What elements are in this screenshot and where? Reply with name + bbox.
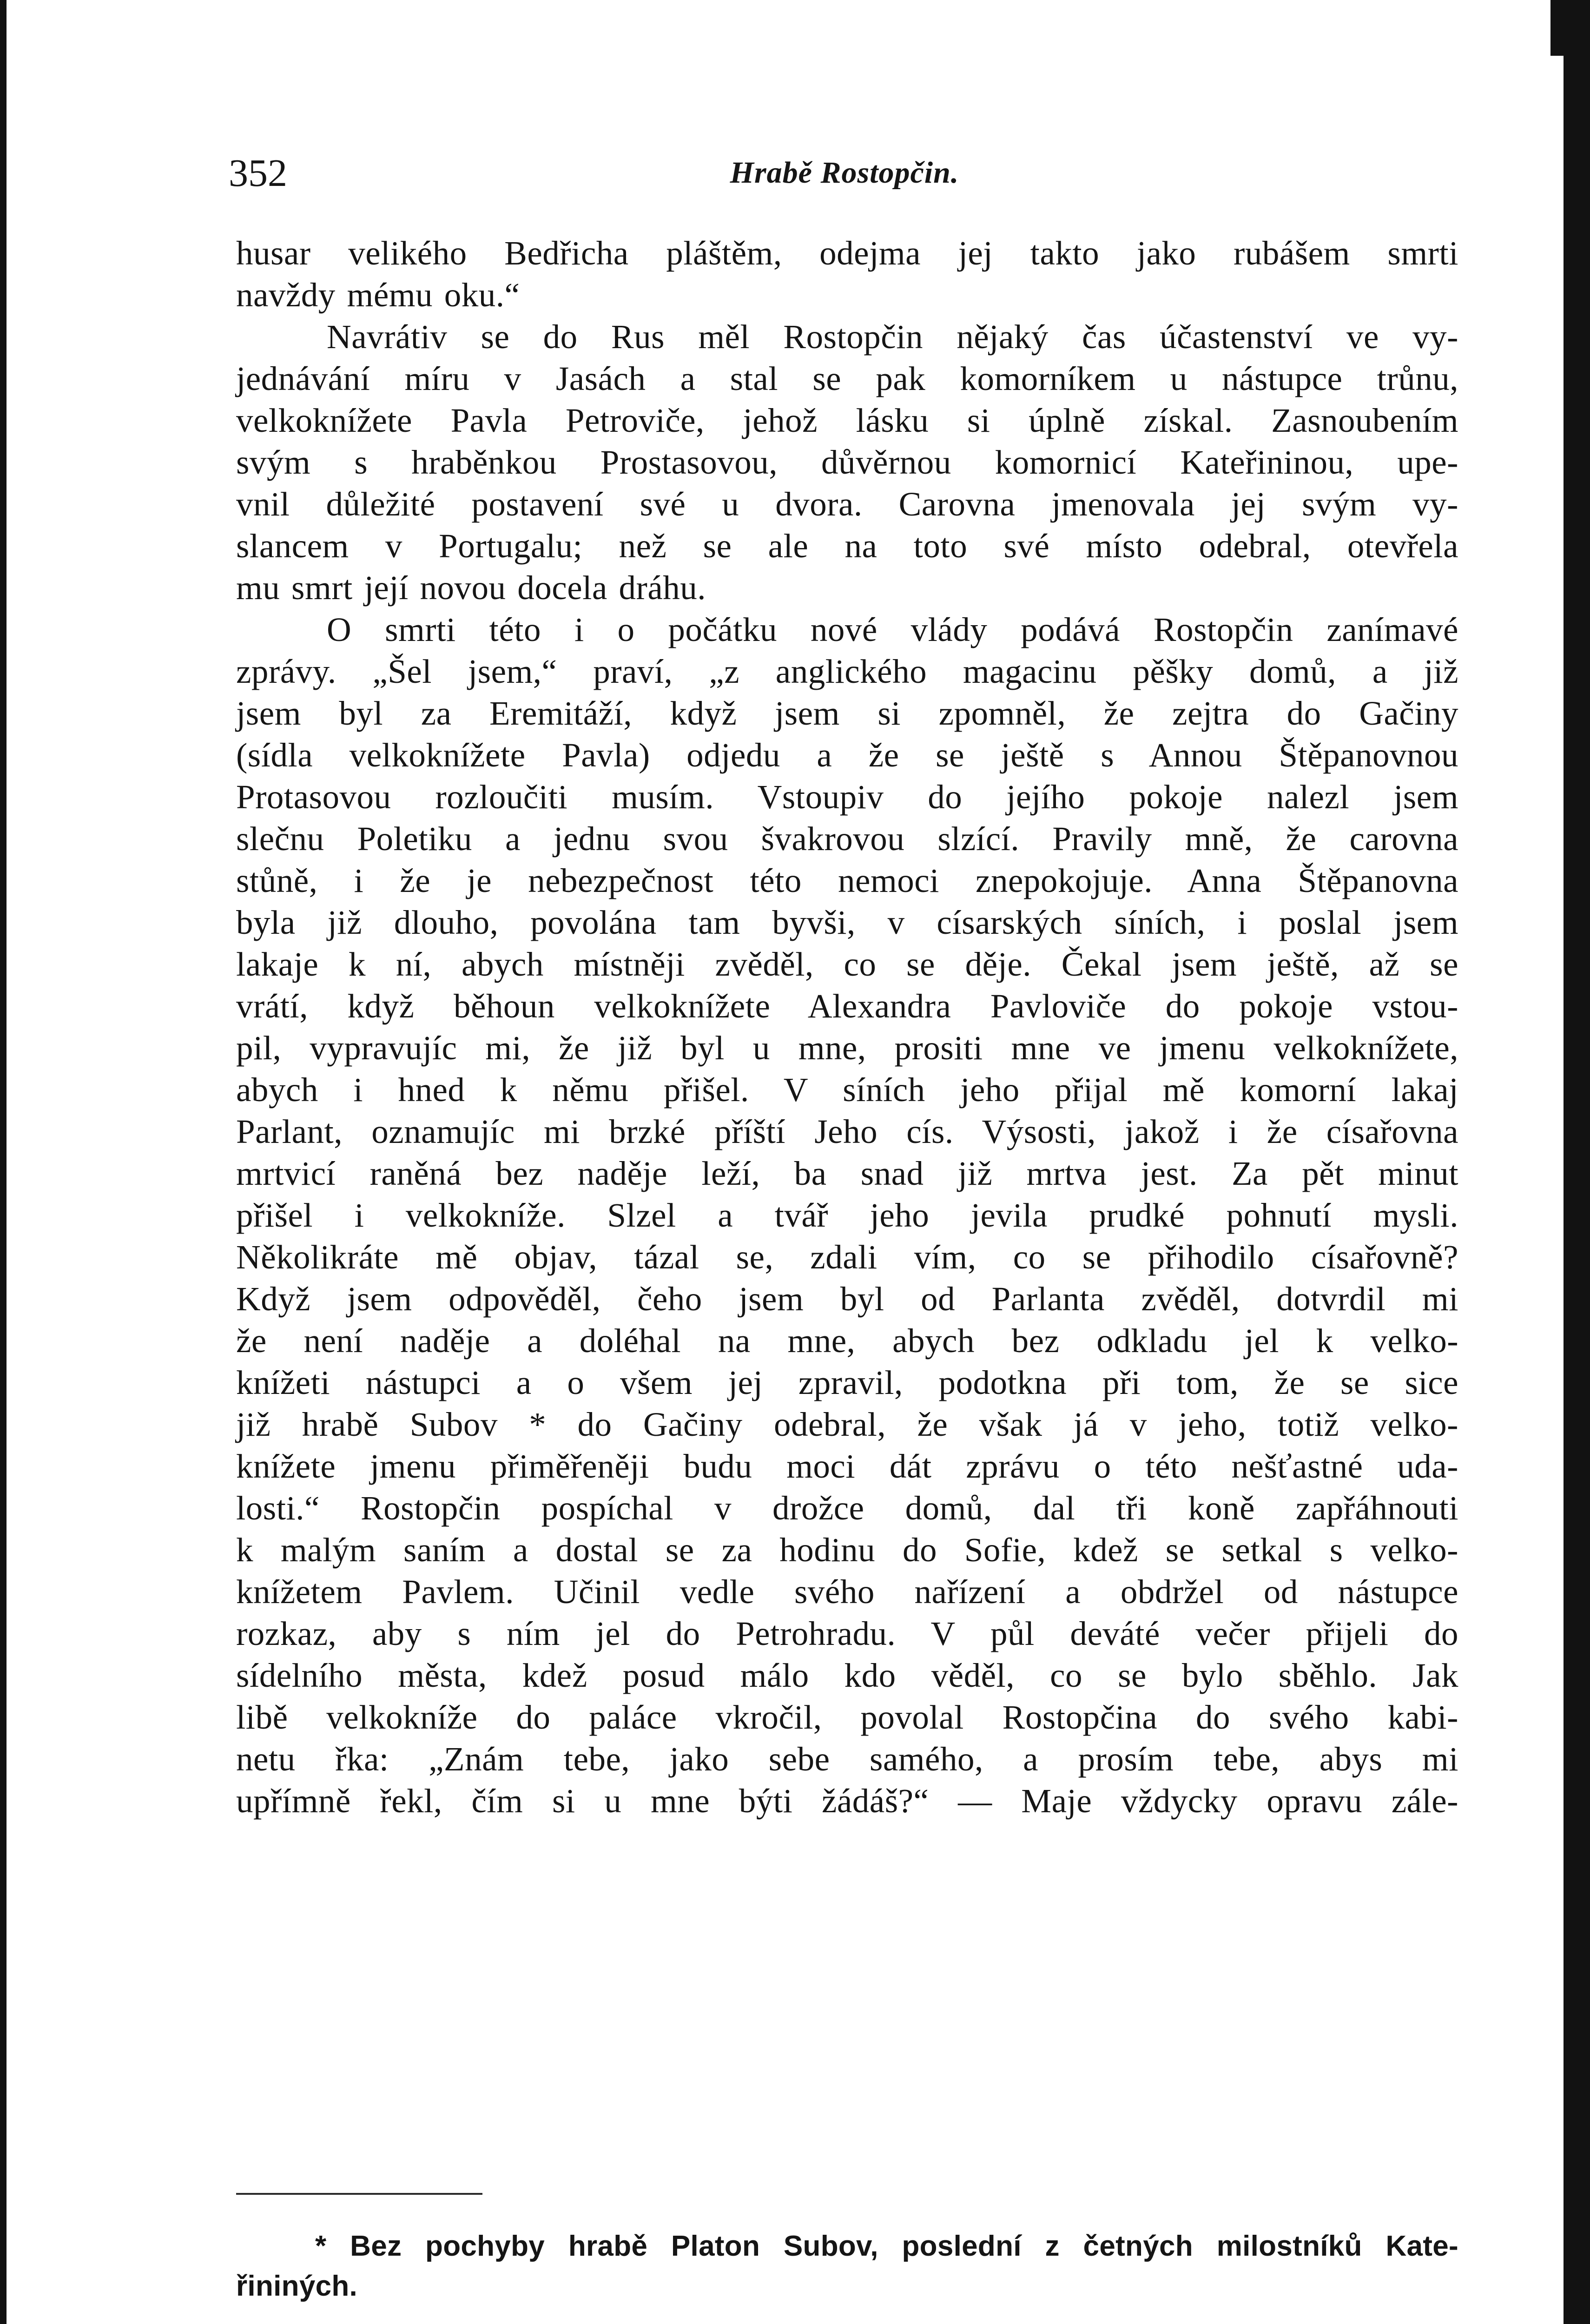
text-line: Několikráte mě objav, tázal se, zdali vím, co se přihodilo císařovně?: [236, 1238, 1458, 1276]
page-header: [229, 148, 1460, 208]
text-line: navždy mému oku.“: [236, 276, 520, 314]
text-line: slečnu Poletiku a jednu svou švakrovou slzící. Pravily mně, že carovna: [236, 820, 1458, 858]
text-line: libě velkokníže do paláce vkročil, povolal Rostopčina do svého kabi-: [236, 1698, 1458, 1736]
text-line: mrtvicí raněná bez naděje leží, ba snad již mrtva jest. Za pět minut: [236, 1155, 1458, 1192]
page-number: 352: [229, 152, 287, 195]
footnote-divider: [236, 2193, 482, 2195]
text-line: knížete jmenu přiměřeněji budu moci dát zprávu o této nešťastné uda-: [236, 1447, 1458, 1485]
footnote-line: * Bez pochyby hrabě Platon Subov, poslední z četných milostníků Kate-: [315, 2230, 1458, 2262]
text-line: abych i hned k němu přišel. V síních jeho přijal mě komorní lakaj: [236, 1071, 1458, 1109]
scan-left-border: [0, 0, 7, 2324]
text-line: Protasovou rozloučiti musím. Vstoupiv do jejího pokoje nalezl jsem: [236, 778, 1458, 816]
text-line: mu smrt její novou docela dráhu.: [236, 569, 706, 607]
text-line: sídelního města, kdež posud málo kdo věděl, co se bylo sběhlo. Jak: [236, 1657, 1458, 1694]
text-line: že není naděje a doléhal na mne, abych bez odkladu jel k velko-: [236, 1322, 1458, 1360]
text-line: přišel i velkokníže. Slzel a tvář jeho jevila prudké pohnutí mysli.: [236, 1196, 1458, 1234]
text-line: byla již dlouho, povolána tam byvši, v císarských síních, i poslal jsem: [236, 904, 1458, 941]
text-line: vnil důležité postavení své u dvora. Carovna jmenovala jej svým vy-: [236, 485, 1458, 523]
text-line: upřímně řekl, čím si u mne býti žádáš?“ — Maje vždycky opravu zále-: [236, 1782, 1458, 1820]
text-line: stůně, i že je nebezpečnost této nemoci znepokojuje. Anna Štěpanovna: [236, 862, 1458, 899]
text-line: (sídla velkoknížete Pavla) odjedu a že se ještě s Annou Štěpanovnou: [236, 736, 1458, 774]
text-line: zprávy. „Šel jsem,“ praví, „z anglického magacinu pěšky domů, a již: [236, 653, 1458, 690]
scan-right-border-notch: [1550, 0, 1564, 56]
text-line: jsem byl za Eremitáží, když jsem si zpomněl, že zejtra do Gačiny: [236, 694, 1458, 732]
footnote: [236, 2226, 1458, 2306]
footnote-line: řininých.: [236, 2270, 358, 2302]
text-line: netu řka: „Znám tebe, jako sebe samého, a prosím tebe, abys mi: [236, 1740, 1458, 1778]
text-line: lakaje k ní, abych místněji zvěděl, co se děje. Čekal jsem ještě, až se: [236, 945, 1458, 983]
text-line: Navrátiv se do Rus měl Rostopčin nějaký čas účastenství ve vy-: [327, 318, 1458, 356]
text-line: knížetem Pavlem. Učinil vedle svého nařízení a obdržel od nástupce: [236, 1573, 1458, 1611]
text-line: vrátí, když běhoun velkoknížete Alexandra Pavloviče do pokoje vstou-: [236, 987, 1458, 1025]
text-line: svým s hraběnkou Prostasovou, důvěrnou komornicí Kateřininou, upe-: [236, 443, 1458, 481]
running-title: Hrabě Rostopčin.: [730, 156, 959, 190]
text-line: husar velikého Bedřicha pláštěm, odejma jej takto jako rubášem smrti: [236, 234, 1458, 272]
text-line: velkoknížete Pavla Petroviče, jehož lásku si úplně získal. Zasnoubením: [236, 402, 1458, 439]
text-line: slancem v Portugalu; než se ale na toto své místo odebral, otevřela: [236, 527, 1458, 565]
text-line: Parlant, oznamujíc mi brzké příští Jeho cís. Výsosti, jakož i že císařovna: [236, 1113, 1458, 1150]
scan-right-border: [1564, 0, 1590, 2324]
text-line: knížeti nástupci a o všem jej zpravil, podotkna při tom, že se sice: [236, 1364, 1458, 1401]
text-line: losti.“ Rostopčin pospíchal v drožce domů, dal tři koně zapřáhnouti: [236, 1489, 1458, 1527]
body-text: [236, 232, 1458, 1822]
text-line: pil, vypravujíc mi, že již byl u mne, prositi mne ve jmenu velkoknížete,: [236, 1029, 1458, 1067]
text-line: k malým saním a dostal se za hodinu do Sofie, kdež se setkal s velko-: [236, 1531, 1458, 1569]
text-line: rozkaz, aby s ním jel do Petrohradu. V půl deváté večer přijeli do: [236, 1615, 1458, 1652]
text-line: jednávání míru v Jasách a stal se pak komorníkem u nástupce trůnu,: [236, 360, 1458, 397]
text-line: již hrabě Subov * do Gačiny odebral, že však já v jeho, totiž velko-: [236, 1406, 1458, 1443]
text-line: Když jsem odpověděl, čeho jsem byl od Parlanta zvěděl, dotvrdil mi: [236, 1280, 1458, 1318]
text-line: O smrti této i o počátku nové vlády podává Rostopčin zanímavé: [327, 611, 1458, 648]
